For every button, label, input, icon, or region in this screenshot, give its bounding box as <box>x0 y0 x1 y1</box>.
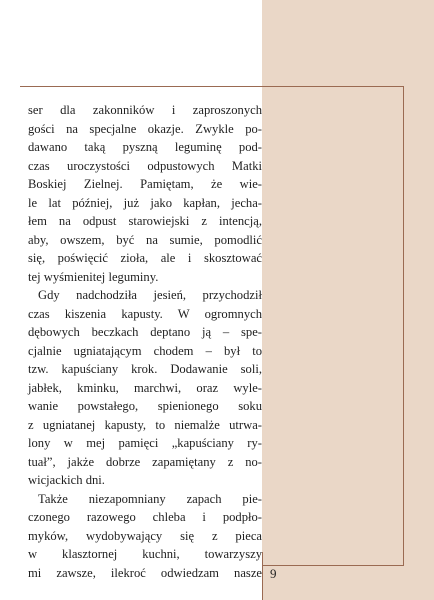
text-line: wanie powstałego, spienionego soku <box>28 399 262 413</box>
text-line: mi zawsze, ilekroć odwiedzam nasze <box>28 565 262 580</box>
text-line: czas kiszenia kapusty. W ogromnych <box>28 306 262 321</box>
text-line: łem na odpust starowiejski z intencją, <box>28 214 262 228</box>
text-line: czas uroczystości odpustowych Matki <box>28 158 262 173</box>
text-line: Gdy nadchodziła jesień, przychodził <box>38 288 262 302</box>
text-line: z ugniatanej kapusty, to niemalże utrwa- <box>28 417 262 432</box>
paragraph-1 <box>28 101 262 286</box>
text-line: tzw. kapuściany krok. Dodawanie soli, <box>28 362 262 376</box>
paragraph-2 <box>28 286 262 490</box>
text-line: lony w mej pamięci „kapuściany ry- <box>28 436 262 450</box>
text-line: cjalnie ugniatającym chodem – był to <box>28 343 262 358</box>
text-line: jabłek, kminku, marchwi, oraz wyle- <box>28 380 262 395</box>
text-line: le lat później, już jako kapłan, jecha- <box>28 195 262 210</box>
text-line: ser dla zakonników i zaproszonych <box>28 103 262 117</box>
text-line: Boskiej Zielnej. Pamiętam, że wie- <box>28 177 262 191</box>
frame-top-rule <box>20 86 404 87</box>
text-line: gości na specjalne okazje. Zwykle po- <box>28 121 262 136</box>
decorative-side-panel <box>262 0 434 600</box>
body-text <box>28 101 262 582</box>
text-line: w klasztornej kuchni, towarzyszy <box>28 547 262 561</box>
text-line: myków, wydobywający się z pieca <box>28 528 262 543</box>
text-line: dębowych beczkach deptano ją – spe- <box>28 325 262 339</box>
paragraph-3 <box>28 490 262 583</box>
page-number: 9 <box>270 566 277 581</box>
text-line: wicjackich dni. <box>28 473 105 487</box>
text-line: czonego razowego chleba i podpło- <box>28 510 262 524</box>
text-line: się, poświęcić zioła, ale i skosztować <box>28 251 262 265</box>
text-line: Także niezapomniany zapach pie- <box>38 491 262 506</box>
text-line: aby, owszem, być na sumie, pomodlić <box>28 232 262 247</box>
text-line: tuał”, jakże dobrze zapamiętany z no- <box>28 454 262 469</box>
page-number-divider <box>262 552 263 600</box>
frame-bottom-rule <box>262 565 404 566</box>
text-line: tej wyśmienitej leguminy. <box>28 269 159 284</box>
frame-right-rule <box>403 86 404 566</box>
text-line: dawano taką pyszną leguminę pod- <box>28 140 262 154</box>
